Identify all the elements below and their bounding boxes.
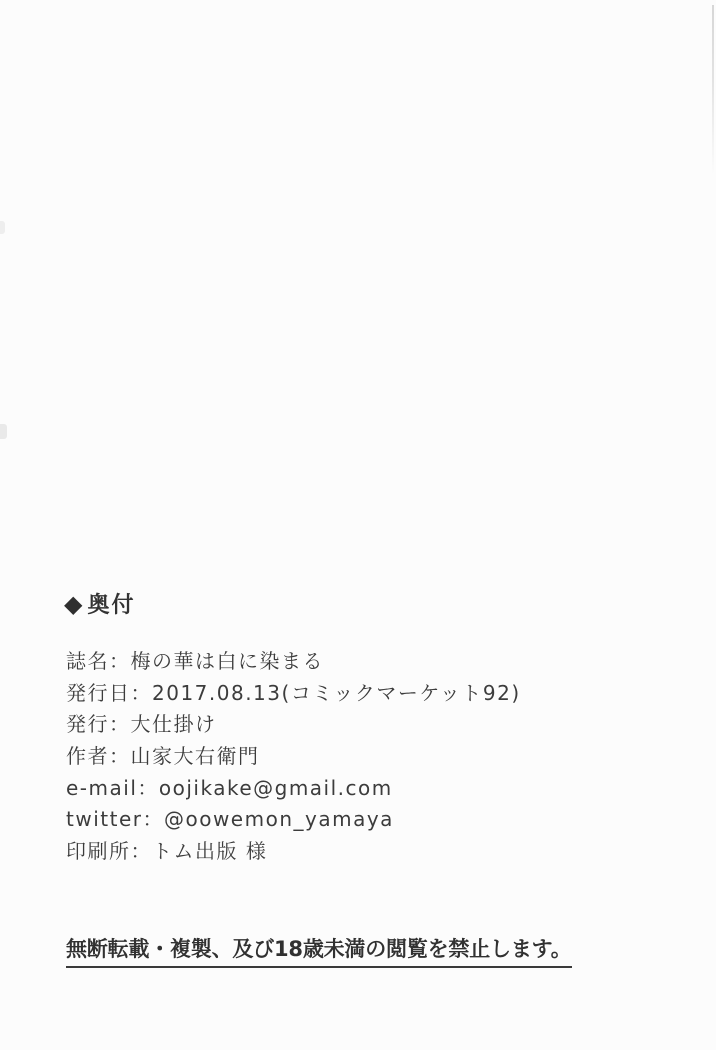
colophon-heading-label: 奥付	[87, 593, 136, 618]
colophon-line-publish-date: 発行日：2017.08.13(コミックマーケット92)	[66, 680, 521, 705]
scan-artifact-right-edge	[712, 5, 714, 175]
colophon-details	[66, 646, 521, 868]
colophon-line-publisher: 発行：大仕掛け	[66, 712, 217, 737]
copyright-prohibition-notice: 無断転載・複製、及び18歳未満の閲覧を禁止します。	[66, 933, 572, 968]
colophon-heading	[64, 588, 135, 619]
colophon-line-author: 作者：山家大右衛門	[66, 744, 260, 769]
colophon-line-twitter: twitter：@oowemon_yamaya	[66, 807, 394, 832]
scan-smudge-left-upper	[0, 221, 5, 234]
colophon-line-title: 誌名：梅の華は白に染まる	[66, 649, 324, 673]
scan-smudge-left-lower	[0, 424, 7, 439]
colophon-line-email: e-mail：oojikake@gmail.com	[66, 775, 393, 800]
colophon-line-printer: 印刷所：トム出版 様	[66, 839, 268, 864]
diamond-bullet-icon: ◆	[64, 589, 85, 618]
